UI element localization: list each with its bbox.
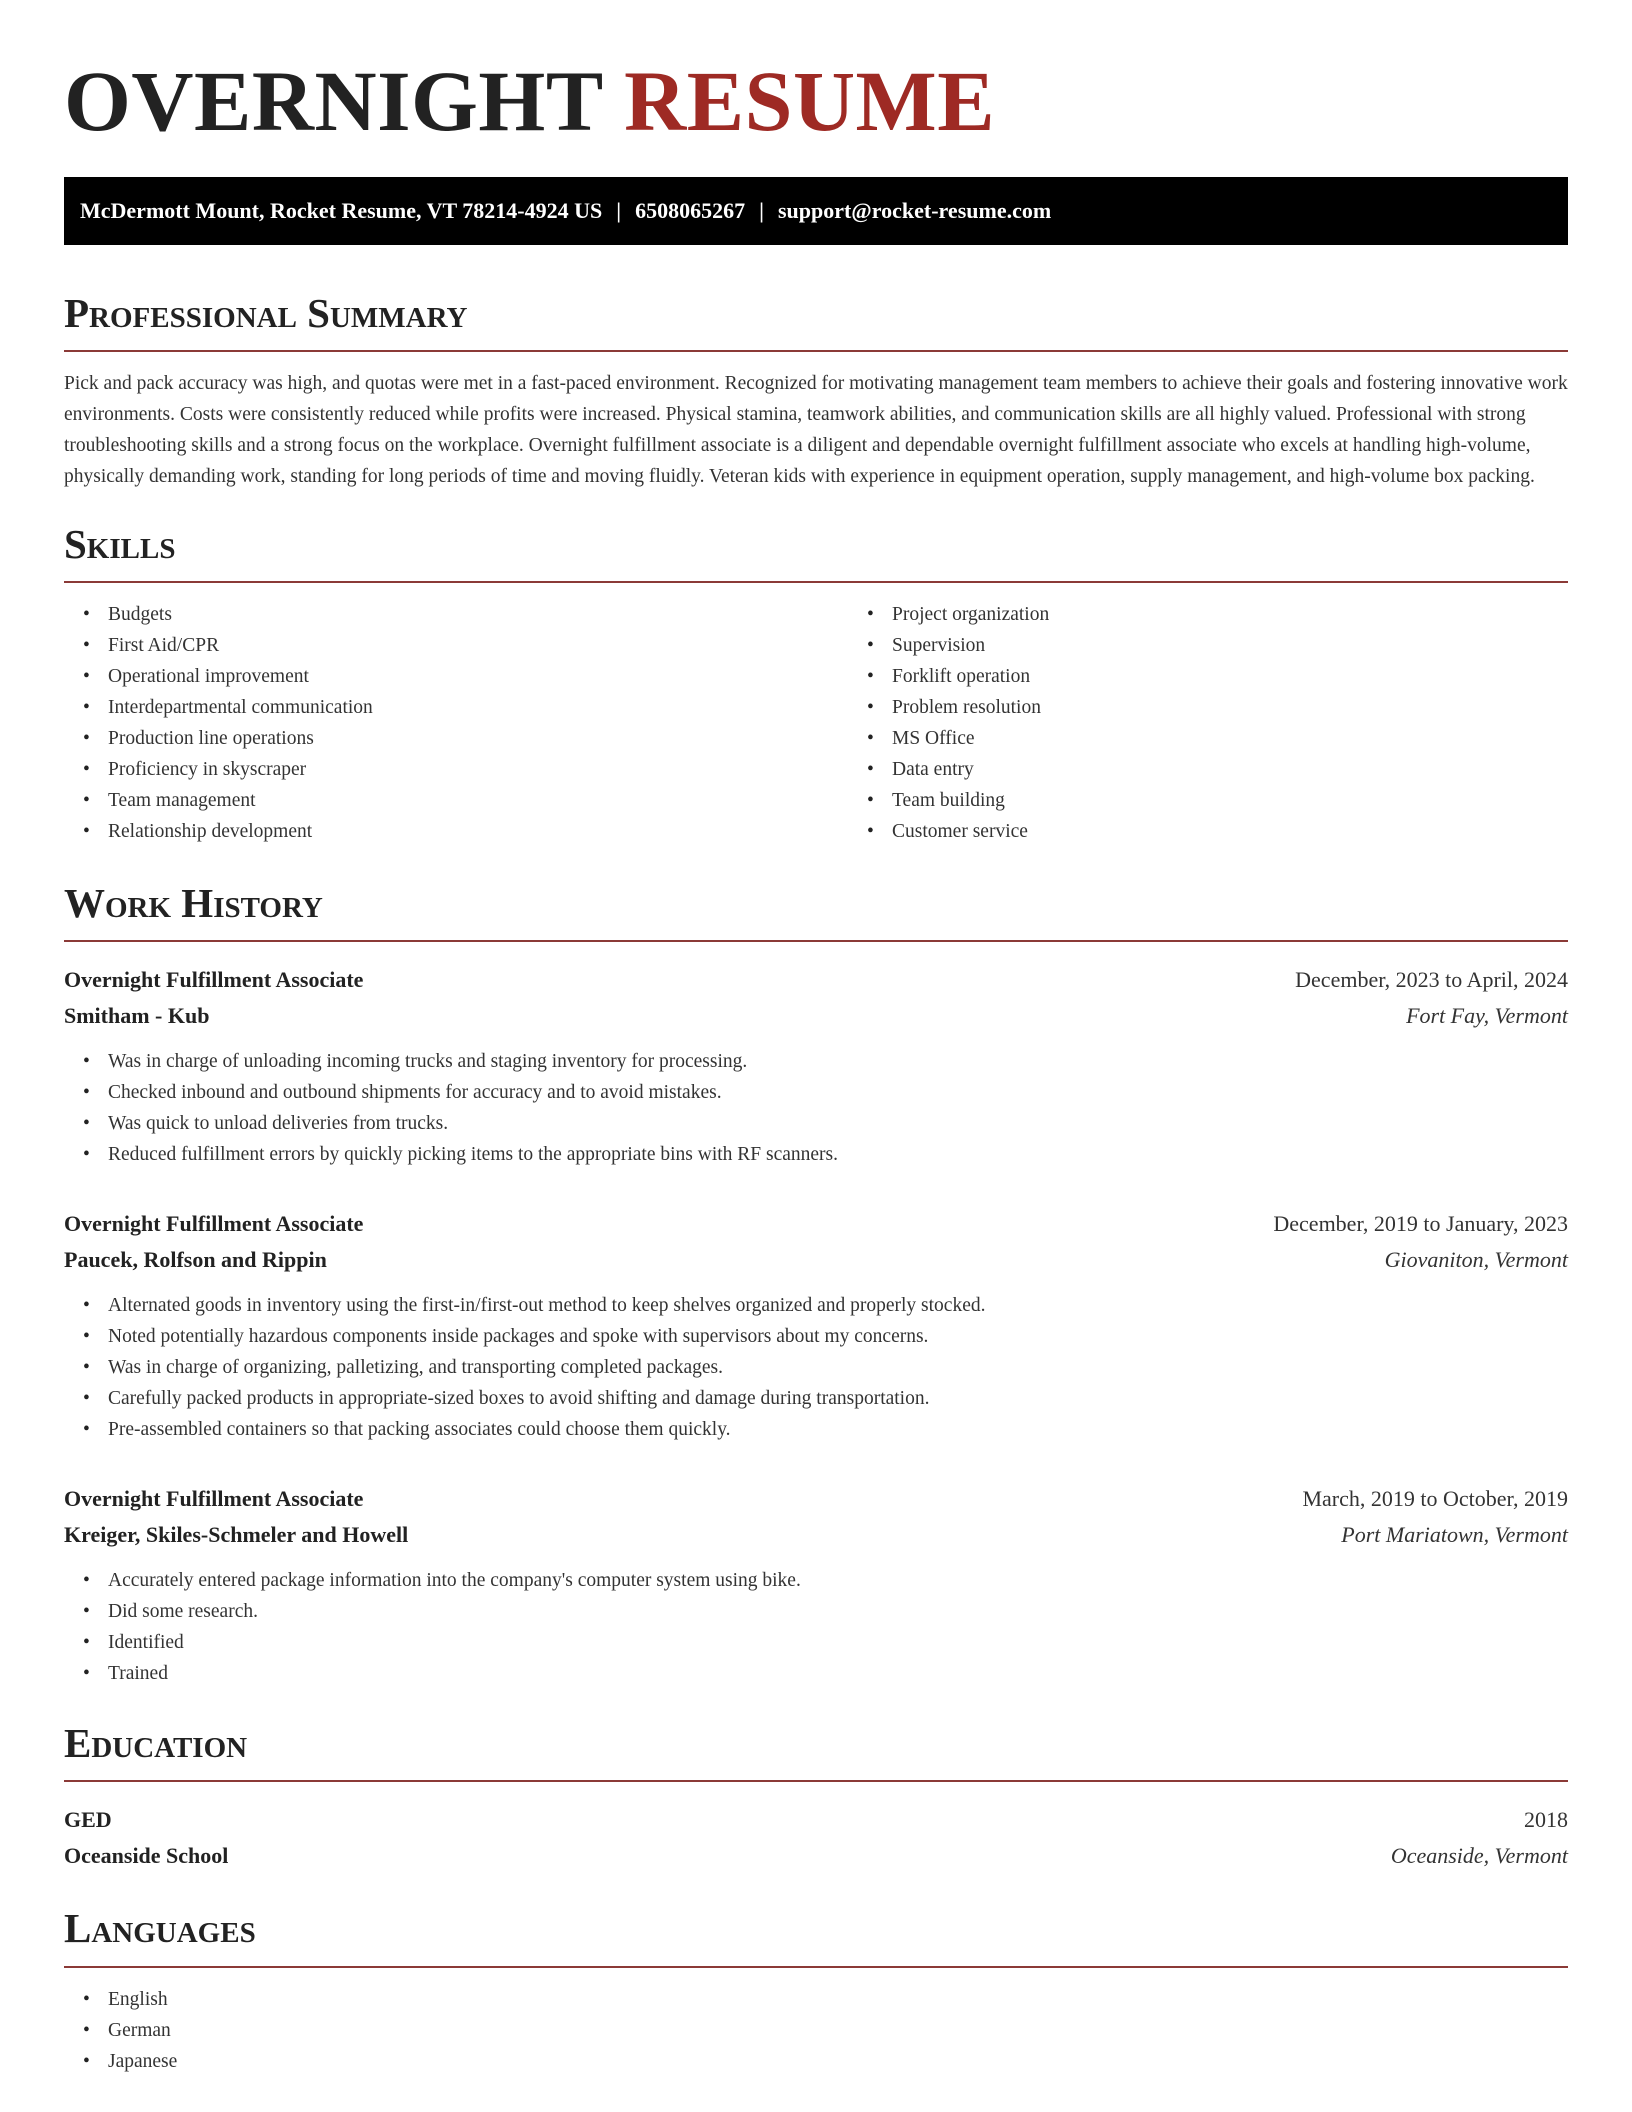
job-bullet: • Carefully packed products in appropriate-sized boxes to avoid shifting and damage during transportation. (108, 1383, 1568, 1414)
skill-item: • Problem resolution (892, 692, 1632, 723)
first-name: OVERNIGHT (64, 53, 603, 149)
job-bullets (64, 1046, 1568, 1170)
job-company: Paucek, Rolfson and Rippin (64, 1247, 327, 1273)
section-divider (64, 940, 1568, 942)
professional-summary-section (64, 289, 1568, 492)
job-company-row (64, 1517, 1568, 1553)
skill-item: • Production line operations (108, 723, 848, 754)
skill-item: • Forklift operation (892, 661, 1632, 692)
section-divider (64, 1966, 1568, 1968)
job-company-row (64, 1242, 1568, 1278)
job-bullet: • Accurately entered package information into the company's computer system using bike. (108, 1565, 1568, 1596)
section-title-languages: Languages (64, 1905, 256, 1952)
skills-column-left (64, 599, 848, 847)
languages-list (64, 1984, 1568, 2077)
job-title: Overnight Fulfillment Associate (64, 1211, 364, 1237)
skill-item: • Proficiency in skyscraper (108, 754, 848, 785)
section-divider (64, 581, 1568, 583)
job-bullets (64, 1565, 1568, 1689)
job-header-row (64, 1481, 1568, 1517)
education-degree: GED (64, 1807, 112, 1833)
job-bullet: • Was in charge of organizing, palletizing, and transporting completed packages. (108, 1352, 1568, 1383)
contact-bar (64, 177, 1568, 245)
skill-item: • Data entry (892, 754, 1632, 785)
skill-item: • Operational improvement (108, 661, 848, 692)
skills-grid (64, 599, 1568, 847)
education-degree-row (64, 1802, 1568, 1838)
contact-address: McDermott Mount, Rocket Resume, VT 78214-4924 US (80, 197, 603, 223)
job-company: Smitham - Kub (64, 1003, 210, 1029)
job-bullets (64, 1290, 1568, 1445)
skills-column-right (848, 599, 1632, 847)
section-title-summary: Professional Summary (64, 289, 468, 336)
job-entry (64, 962, 1568, 1170)
job-location: Port Mariatown, Vermont (1341, 1522, 1568, 1548)
job-bullet: • Identified (108, 1627, 1568, 1658)
education-entry (64, 1802, 1568, 1874)
contact-separator: | (616, 197, 622, 223)
work-history-section (64, 879, 1568, 1689)
skill-item: • Team management (108, 785, 848, 816)
job-bullet: • Alternated goods in inventory using the first-in/first-out method to keep shelves organized and properly stocked. (108, 1290, 1568, 1321)
language-item: • English (108, 1984, 1568, 2015)
contact-separator: | (759, 197, 764, 223)
job-title: Overnight Fulfillment Associate (64, 967, 364, 993)
languages-section (64, 1904, 1568, 2076)
job-bullet: • Was in charge of unloading incoming trucks and staging inventory for processing. (108, 1046, 1568, 1077)
skill-item: • Customer service (892, 816, 1632, 847)
education-location: Oceanside, Vermont (1390, 1843, 1568, 1869)
education-school: Oceanside School (64, 1843, 229, 1869)
job-company-row (64, 998, 1568, 1034)
skills-section (64, 520, 1568, 847)
job-entry (64, 1206, 1568, 1445)
language-item: • German (108, 2015, 1568, 2046)
skill-item: • Relationship development (108, 816, 848, 847)
section-title-skills: Skills (64, 520, 176, 567)
section-title-work-history: Work History (64, 879, 323, 926)
job-dates: December, 2019 to January, 2023 (1273, 1211, 1568, 1237)
education-year: 2018 (1524, 1807, 1568, 1833)
job-bullet: • Trained (108, 1658, 1568, 1689)
language-item: • Japanese (108, 2046, 1568, 2077)
section-divider (64, 350, 1568, 352)
section-title-education: Education (64, 1720, 248, 1767)
section-divider (64, 1780, 1568, 1782)
last-name: RESUME (624, 53, 996, 149)
skill-item: • MS Office (892, 723, 1632, 754)
job-location: Fort Fay, Vermont (1406, 1003, 1568, 1029)
job-title: Overnight Fulfillment Associate (64, 1486, 364, 1512)
job-header-row (64, 962, 1568, 998)
job-bullet: • Pre-assembled containers so that packing associates could choose them quickly. (108, 1414, 1568, 1445)
skill-item: • Project organization (892, 599, 1632, 630)
education-school-row (64, 1838, 1568, 1874)
skill-item: • Interdepartmental communication (108, 692, 848, 723)
job-dates: March, 2019 to October, 2019 (1302, 1486, 1568, 1512)
education-section (64, 1719, 1568, 1874)
contact-email[interactable]: support@rocket-resume.com (777, 197, 1052, 223)
skill-item: • First Aid/CPR (108, 630, 848, 661)
summary-text: Pick and pack accuracy was high, and quotas were met in a fast-paced environment. Recognized for motivating management team members to achieve their goals and fostering innovative work environments. Costs were consistently reduced while profits were increased. Physical stamina, teamwork abilities, and communication skills are all highly valued. Professional with strong troubleshooting skills and a strong focus on the workplace. Overnight fulfillment associate is a diligent and dependable overnight fulfillment associate who excels at handling high-volume, physically demanding work, standing for long periods of time and moving fluidly. Veteran kids with experience in equipment operation, supply management, and high-volume box packing. (64, 372, 1568, 487)
skill-item: • Supervision (892, 630, 1632, 661)
job-bullet: • Noted potentially hazardous components inside packages and spoke with supervisors about my concerns. (108, 1321, 1568, 1352)
job-entry (64, 1481, 1568, 1689)
skill-item: • Budgets (108, 599, 848, 630)
job-bullet: • Checked inbound and outbound shipments for accuracy and to avoid mistakes. (108, 1077, 1568, 1108)
job-location: Giovaniton, Vermont (1384, 1247, 1568, 1273)
contact-phone: 6508065267 (635, 197, 746, 223)
job-dates: December, 2023 to April, 2024 (1295, 967, 1568, 993)
job-bullet: • Did some research. (108, 1596, 1568, 1627)
skill-item: • Team building (892, 785, 1632, 816)
candidate-name (64, 54, 1568, 149)
job-company: Kreiger, Skiles-Schmeler and Howell (64, 1522, 409, 1548)
job-bullet: • Reduced fulfillment errors by quickly picking items to the appropriate bins with RF scanners. (108, 1139, 1568, 1170)
job-header-row (64, 1206, 1568, 1242)
job-bullet: • Was quick to unload deliveries from trucks. (108, 1108, 1568, 1139)
